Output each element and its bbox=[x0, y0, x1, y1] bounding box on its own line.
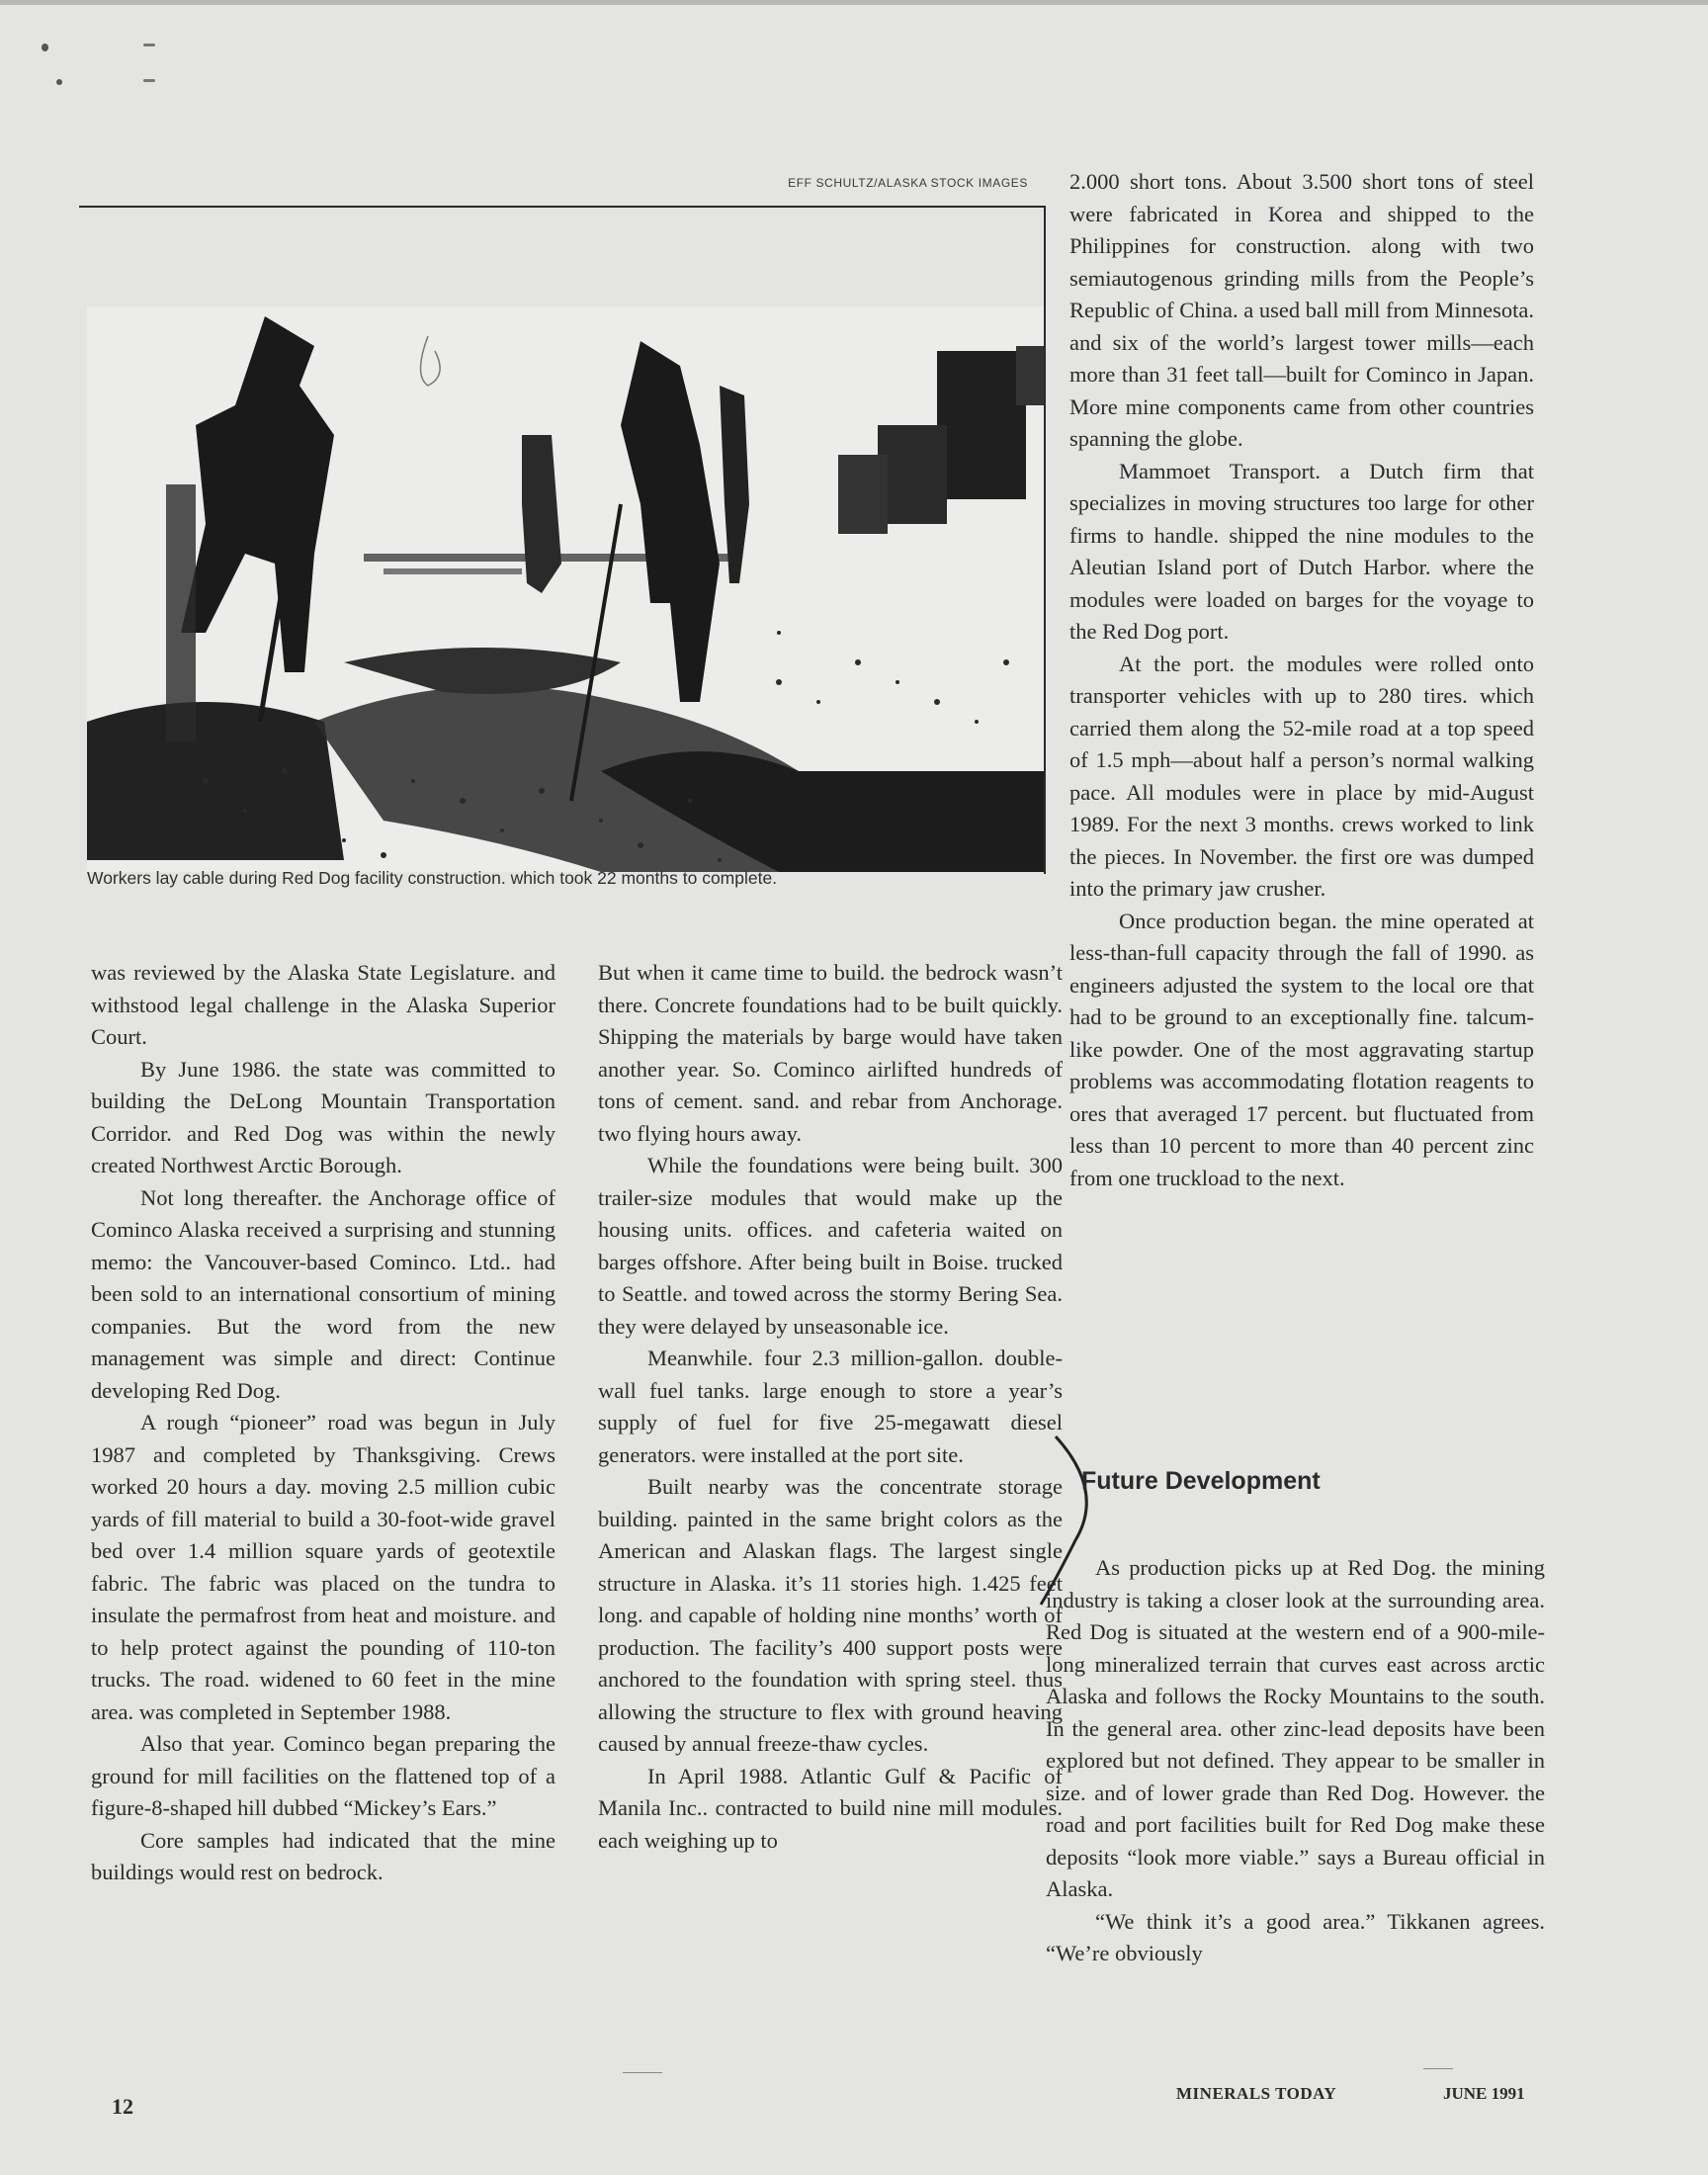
paragraph: was reviewed by the Alaska State Legislature. and withstood legal challenge in the Alaska Superior Court. bbox=[91, 960, 555, 1049]
paragraph: Core samples had indicated that the mine buildings would rest on bedrock. bbox=[91, 1827, 555, 1884]
scan-speck bbox=[42, 44, 48, 51]
scan-speck bbox=[143, 79, 155, 82]
section-heading: Future Development bbox=[1081, 1467, 1321, 1495]
scan-mark bbox=[623, 2072, 662, 2073]
issue-date: JUNE 1991 bbox=[1443, 2084, 1525, 2103]
paragraph: But when it came time to build. the bedrock wasn’t there. Concrete foundations had to be built quickly. Shipping the materials by barge would have taken another year. So. Cominco airlifted hundreds of tons of cement. sand. and rebar from Anchorage. two flying hours away. bbox=[598, 960, 1063, 1146]
page-number: 12 bbox=[112, 2094, 133, 2119]
paragraph: A rough “pioneer” road was begun in July 1987 and completed by Thanksgiving. Crews worked 20 hours a day. moving 2.5 million cubic yards of fill material to build a 30-foot-wide gravel bed over 1.4 million square yards of geotextile fabric. The fabric was placed on the tundra to insulate the permafrost from heat and moisture. and to help protect against the pounding of 110-ton trucks. The road. widened to 60 feet in the mine area. was completed in September 1988. bbox=[91, 1410, 555, 1724]
photo-illustration bbox=[87, 306, 1044, 872]
paragraph: Mammoet Transport. a Dutch firm that specializes in moving structures too large for other firms to handle. shipped the nine modules to the Aleutian Island port of Dutch Harbor. where the modules were loaded on barges for the voyage to the Red Dog port. bbox=[1069, 458, 1534, 644]
paragraph: By June 1986. the state was committed to building the DeLong Mountain Transportation Corridor. and Red Dog was within the newly created Northwest Arctic Borough. bbox=[91, 1056, 555, 1177]
paragraph: Built nearby was the concentrate storage building. painted in the same bright colors as the American and Alaskan flags. The largest single structure in Alaska. it’s 11 stories high. 1.425 feet long. and capable of holding nine months’ worth of production. The facility’s 400 support posts were anchored to the foundation with spring steel. thus allowing the structure to flex with ground heaving caused by annual freeze-thaw cycles. bbox=[598, 1474, 1063, 1756]
paragraph: In April 1988. Atlantic Gulf & Pacific of Manila Inc.. contracted to build nine mill modules. each weighing up to bbox=[598, 1763, 1063, 1853]
paragraph: Once production began. the mine operated at less-than-full capacity through the fall of 1990. as engineers adjusted the system to the local ore that had to be ground to an exceptionally fine. talcum-like powder. One of the most aggravating startup problems was accommodating flotation reagents to ores that averaged 17 percent. but fluctuated from less than 10 percent to more than 40 percent zinc from one truckload to the next. bbox=[1069, 908, 1534, 1190]
article-column-3 bbox=[1069, 166, 1534, 1194]
paragraph: As production picks up at Red Dog. the mining industry is taking a closer look at the surrounding area. Red Dog is situated at the western end of a 900-mile-long mineralized terrain that curves east across arctic Alaska and follows the Rocky Mountains to the south. In the general area. other zinc-lead deposits have been explored but not defined. They appear to be smaller in size. and of lower grade than Red Dog. However. the road and port facilities built for Red Dog make these deposits “look more viable.” says a Bureau official in Alaska. bbox=[1046, 1555, 1545, 1901]
article-column-1 bbox=[91, 957, 555, 1889]
paragraph: Also that year. Cominco began preparing the ground for mill facilities on the flattened top of a figure-8-shaped hill dubbed “Mickey’s Ears.” bbox=[91, 1731, 555, 1820]
article-column-2 bbox=[598, 957, 1063, 1857]
article-column-3-section bbox=[1046, 1552, 1545, 1970]
photo-caption: Workers lay cable during Red Dog facility construction. which took 22 months to complete. bbox=[87, 868, 778, 888]
paragraph: At the port. the modules were rolled onto transporter vehicles with up to 280 tires. which carried them along the 52-mile road at a top speed of 1.5 mph—about half a person’s normal walking pace. All modules were in place by mid-August 1989. For the next 3 months. crews worked to link the pieces. In November. the first ore was dumped into the primary jaw crusher. bbox=[1069, 651, 1534, 901]
paragraph: “We think it’s a good area.” Tikkanen agrees. “We’re obviously bbox=[1046, 1908, 1545, 1965]
paragraph: Not long thereafter. the Anchorage office of Cominco Alaska received a surprising and stunning memo: the Vancouver-based Cominco. Ltd.. had been sold to an international consortium of mining companies. But the word from the new management was simple and direct: Continue developing Red Dog. bbox=[91, 1184, 555, 1403]
paragraph: Meanwhile. four 2.3 million-gallon. double-wall fuel tanks. large enough to store a year’s supply of fuel for five 25-megawatt diesel generators. were installed at the port site. bbox=[598, 1346, 1063, 1467]
publication-name: MINERALS TODAY bbox=[1176, 2084, 1337, 2103]
scan-mark bbox=[1423, 2068, 1453, 2069]
scan-top-edge bbox=[0, 0, 1708, 5]
scan-speck bbox=[143, 44, 155, 46]
construction-photo bbox=[87, 306, 1044, 872]
photo-credit: EFF SCHULTZ/ALASKA STOCK IMAGES bbox=[788, 176, 1028, 190]
paragraph: While the foundations were being built. 300 trailer-size modules that would make up the housing units. offices. and cafeteria waited on barges offshore. After being built in Boise. trucked to Seattle. and towed across the stormy Bering Sea. they were delayed by unseasonable ice. bbox=[598, 1153, 1063, 1339]
scan-speck bbox=[56, 79, 62, 85]
paragraph: 2.000 short tons. About 3.500 short tons of steel were fabricated in Korea and shipped to the Philippines for construction. along with two semiautogenous grinding mills from the People’s Republic of China. a used ball mill from Minnesota. and six of the world’s largest tower mills—each more than 31 feet tall—built for Cominco in Japan. More mine components came from other countries spanning the globe. bbox=[1069, 169, 1534, 451]
